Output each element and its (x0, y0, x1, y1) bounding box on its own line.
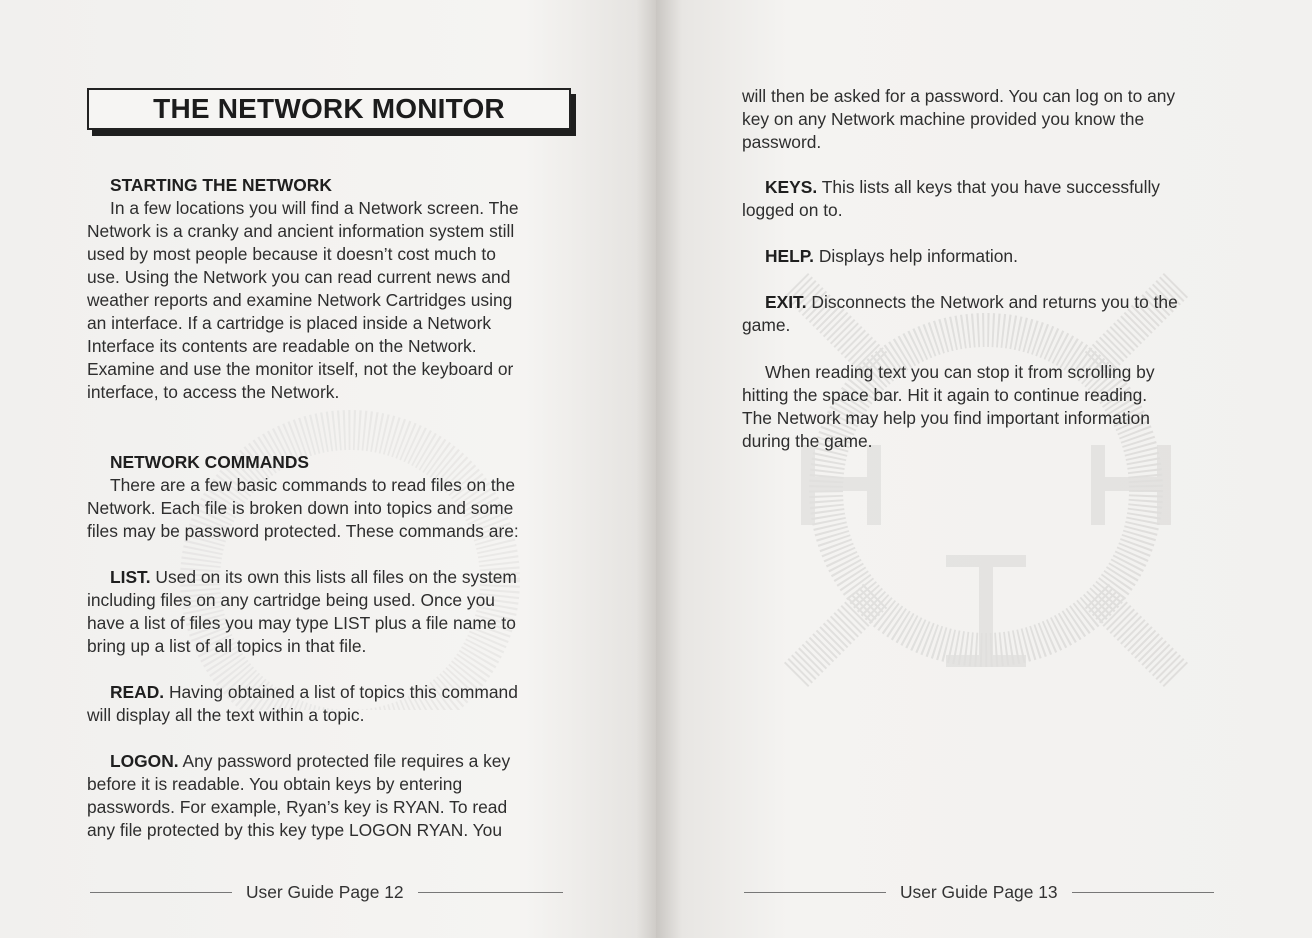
paragraph-line: have a list of files you may type LIST plus a file name to (87, 613, 516, 633)
section-heading-starting: STARTING THE NETWORK (110, 175, 332, 195)
paragraph-line (742, 245, 1232, 268)
paragraph-line: passwords. For example, Ryan’s key is RYAN. To read (87, 797, 508, 817)
paragraph-line: Examine and use the monitor itself, not the keyboard or (87, 359, 514, 379)
watermark-emblem-left (150, 380, 550, 710)
paragraph-line: The Network may help you find important information (742, 408, 1150, 428)
footer-rule (744, 892, 886, 893)
paragraph-line: including files on any cartridge being used. Once you (87, 590, 495, 610)
command-description: This lists all keys that you have successfully (817, 177, 1161, 197)
paragraph-line: Network is a cranky and ancient information system still (87, 221, 515, 241)
command-keyword: EXIT. (765, 292, 807, 312)
title-box (87, 88, 571, 130)
paragraph-line (87, 750, 567, 773)
paragraph-line: bring up a list of all topics in that file. (87, 636, 367, 656)
footer-rule (418, 892, 563, 893)
paragraph-line: during the game. (742, 431, 873, 451)
right-page (656, 0, 1312, 938)
command-read (87, 681, 567, 727)
command-logon (87, 750, 567, 842)
paragraph-line: weather reports and examine Network Cartridges using (87, 290, 513, 310)
paragraph-line (742, 291, 1232, 314)
command-exit (742, 291, 1232, 337)
page-footer-left (90, 882, 563, 903)
command-help (742, 245, 1232, 268)
command-description: Displays help information. (813, 246, 1018, 266)
section-heading-commands: NETWORK COMMANDS (110, 452, 310, 472)
command-description: Used on its own this lists all files on the system (150, 567, 517, 587)
page-footer-right (744, 882, 1214, 903)
paragraph-line: use. Using the Network you can read current news and (87, 267, 511, 287)
paragraph-line: interface, to access the Network. (87, 382, 340, 402)
paragraph-line: logged on to. (742, 200, 843, 220)
paragraph-line: In a few locations you will find a Network screen. The (110, 198, 519, 218)
paragraph-line: password. (742, 132, 822, 152)
command-keyword: READ. (110, 682, 165, 702)
paragraph-line: Network. Each file is broken down into topics and some (87, 498, 514, 518)
command-keys (742, 176, 1232, 222)
paragraph-line: before it is readable. You obtain keys by entering (87, 774, 463, 794)
page-number-label: User Guide Page 12 (246, 882, 404, 902)
command-keyword: HELP. (765, 246, 814, 266)
paragraph-line: files may be password protected. These commands are: (87, 521, 519, 541)
command-list (87, 566, 567, 658)
section-commands (87, 451, 567, 543)
command-keyword: LOGON. (110, 751, 179, 771)
paragraph-line: key on any Network machine provided you know the (742, 109, 1145, 129)
paragraph-line: There are a few basic commands to read files on the (110, 475, 516, 495)
page-number-label: User Guide Page 13 (900, 882, 1058, 902)
footer-rule (90, 892, 232, 893)
paragraph-line: game. (742, 315, 791, 335)
paragraph-line: used by most people because it doesn’t cost much to (87, 244, 496, 264)
paragraph-line (87, 681, 567, 704)
command-description: Disconnects the Network and returns you to the (806, 292, 1178, 312)
paragraph-line (742, 176, 1232, 199)
command-description: Having obtained a list of topics this command (164, 682, 518, 702)
command-keyword: LIST. (110, 567, 151, 587)
command-keyword: KEYS. (765, 177, 818, 197)
command-description: Any password protected file requires a key (178, 751, 511, 771)
page-title: THE NETWORK MONITOR (153, 93, 505, 124)
paragraph-line: will display all the text within a topic. (87, 705, 365, 725)
footer-rule (1072, 892, 1214, 893)
paragraph-line: will then be asked for a password. You can log on to any (742, 86, 1176, 106)
paragraph-line: an interface. If a cartridge is placed inside a Network (87, 313, 492, 333)
paragraph-line: hitting the space bar. Hit it again to continue reading. (742, 385, 1148, 405)
paragraph-line: any file protected by this key type LOGON RYAN. You (87, 820, 503, 840)
paragraph-line (87, 566, 567, 589)
section-starting (87, 174, 567, 404)
paragraph-line: Interface its contents are readable on the Network. (87, 336, 477, 356)
continuation-paragraph (742, 85, 1232, 154)
reading-paragraph (742, 361, 1232, 453)
paragraph-line: When reading text you can stop it from scrolling by (765, 362, 1155, 382)
